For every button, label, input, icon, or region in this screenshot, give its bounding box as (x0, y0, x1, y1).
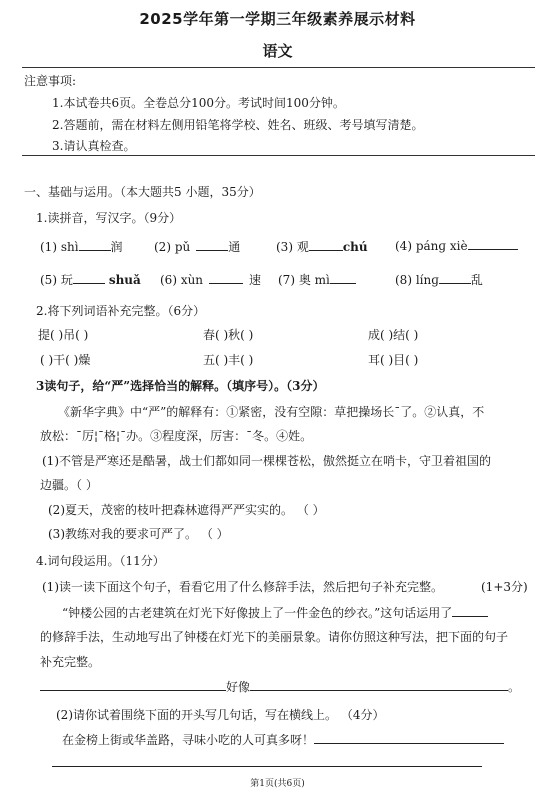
q3-sentence-1-line-2: 边疆。（ ） (40, 478, 98, 492)
q4-heading: 4.词句段运用。（11分） (36, 554, 165, 568)
q1-item-8: (8) línɡ 乱 (395, 273, 483, 287)
q1-heading: 1.读拼音，写汉字。（9分） (36, 211, 182, 225)
q2-word-3: 成( )结( ) (368, 328, 419, 342)
q4-part-2: (2)请你试着围绕下面的开头写几句话，写在横线上。 （4分） (56, 708, 385, 722)
q2-word-1: 提( )吊( ) (38, 328, 89, 342)
q3-sentence-3: (3)教练对我的要求可严了。 （ ） (48, 527, 229, 541)
q2-heading: 2.将下列词语补充完整。（6分） (36, 304, 206, 318)
q4-quote-line-3: 补充完整。 (40, 655, 101, 669)
exam-title: 2025学年第一学期三年级素养展示材料 (139, 10, 416, 28)
notice-heading: 注意事项: (24, 74, 77, 88)
q4-part-1: (1)读一读下面这个句子，看看它用了什么修辞手法，然后把句子补充完整。 (42, 580, 444, 594)
notice-item-2: 2.答题前，需在材料左侧用铅笔将学校、姓名、班级、考号填写清楚。 (52, 118, 424, 132)
page-footer: 第1页(共6页) (250, 779, 305, 789)
divider-top (22, 67, 535, 68)
notice-item-3: 3.请认真检查。 (52, 139, 136, 153)
q1-item-2: (2) pǔ 通 (154, 240, 241, 254)
q2-word-6: 耳( )目( ) (368, 353, 419, 367)
q2-word-4: ( )干( )燥 (40, 353, 91, 367)
q1-item-5: (5) 玩 shuǎ (40, 273, 141, 287)
q3-definition-line-1: 《新华字典》中“严”的解释有：①紧密，没有空隙：草把操场长¯了。②认真，不 (58, 405, 485, 419)
q4-quote-line-2: 的修辞手法，生动地写出了钟楼在灯光下的美丽景象。请你仿照这种写法，把下面的句子 (40, 630, 509, 644)
q4-quote-line-1: “钟楼公园的古老建筑在灯光下好像披上了一件金色的纱衣。”这句话运用了 (62, 604, 488, 621)
q1-item-1: (1) shì 润 (40, 240, 123, 254)
subject-title: 语文 (262, 42, 293, 60)
divider-bottom (22, 155, 535, 156)
q4-fill-line: 好像 。 (40, 678, 520, 695)
q1-item-6: (6) xùn 速 (160, 273, 262, 287)
q2-word-5: 五( )丰( ) (203, 353, 254, 367)
q4-part-1-score: (1+3分) (481, 580, 528, 594)
q1-item-3: (3) 观 chú (276, 240, 368, 254)
q3-heading: 3读句子，给“严”选择恰当的解释。（填序号）。（3分） (36, 379, 325, 393)
q4-part-2-start: 在金榜上街或华盖路，寻味小吃的人可真多呀！ (62, 731, 504, 748)
notice-item-1: 1.本试卷共6页。全卷总分100分。考试时间100分钟。 (52, 96, 345, 110)
section-heading: 一、基础与运用。（本大题共5 小题，35分） (24, 185, 261, 199)
q3-sentence-1-line-1: (1)不管是严寒还是酷暑，战士们都如同一棵棵苍松，傲然挺立在哨卡，守卫着祖国的 (42, 454, 492, 468)
q3-definition-line-2: 放松：¯厉¦¯格¦¯办。③程度深，厉害：¯冬。④姓。 (40, 429, 313, 443)
answer-line (52, 766, 482, 767)
q1-item-7: (7) 奥 mì (278, 271, 356, 288)
q3-sentence-2: (2)夏天，茂密的枝叶把森林遮得严严实实的。 （ ） (48, 503, 325, 517)
q1-item-4: (4) pánɡ xiè (395, 238, 518, 253)
q2-word-2: 春( )秋( ) (203, 328, 254, 342)
